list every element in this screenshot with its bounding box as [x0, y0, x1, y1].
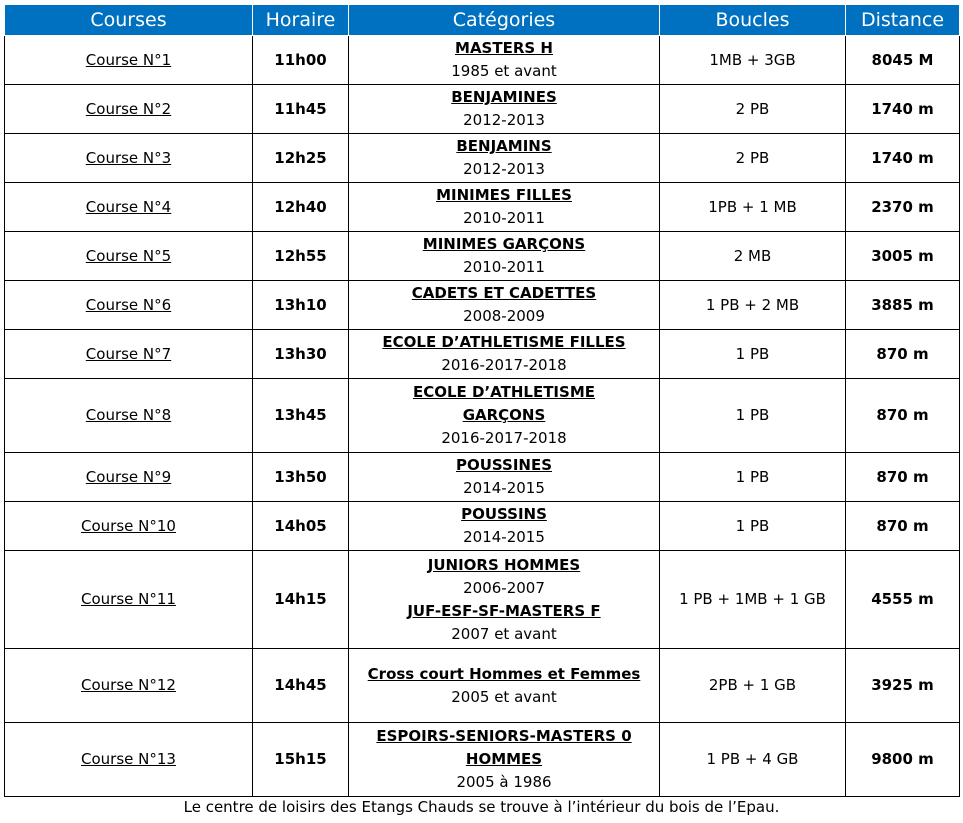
course-cell: Course N°2 — [5, 85, 253, 134]
category-name: MINIMES FILLES — [436, 186, 572, 204]
course-cell: Course N°1 — [5, 36, 253, 85]
table-row — [5, 502, 960, 551]
time-cell: 13h45 — [253, 379, 349, 453]
category-cell — [349, 379, 660, 453]
loops-cell: 1 PB + 4 GB — [660, 723, 846, 797]
category-years: 2005 à 1986 — [456, 773, 552, 791]
category-years: 2010-2011 — [463, 258, 545, 276]
loops-cell: 1 PB — [660, 330, 846, 379]
course-cell: Course N°11 — [5, 551, 253, 649]
category-years: 2016-2017-2018 — [441, 356, 567, 374]
time-cell: 13h10 — [253, 281, 349, 330]
category-cell — [349, 330, 660, 379]
table-row — [5, 379, 960, 453]
header-horaire: Horaire — [253, 5, 349, 36]
time-cell: 11h45 — [253, 85, 349, 134]
category-name: POUSSINS — [461, 505, 547, 523]
category-years: 2016-2017-2018 — [441, 429, 567, 447]
course-cell: Course N°6 — [5, 281, 253, 330]
category-years: 2005 et avant — [451, 687, 557, 706]
category-name: ESPOIRS-SENIORS-MASTERS 0 — [376, 727, 632, 745]
category-years: 2012-2013 — [463, 111, 545, 129]
table-row — [5, 551, 960, 649]
category-name: HOMMES — [465, 750, 543, 768]
distance-cell: 8045 M — [846, 36, 960, 85]
time-cell: 12h40 — [253, 183, 349, 232]
category-name: MASTERS H — [455, 39, 553, 57]
loops-cell: 1 PB — [660, 453, 846, 502]
category-years: 2008-2009 — [463, 307, 545, 325]
time-cell: 13h30 — [253, 330, 349, 379]
distance-cell: 870 m — [846, 330, 960, 379]
table-row — [5, 134, 960, 183]
time-cell: 13h50 — [253, 453, 349, 502]
course-cell: Course N°10 — [5, 502, 253, 551]
distance-cell: 9800 m — [846, 723, 960, 797]
table-row — [5, 85, 960, 134]
category-years: 2010-2011 — [463, 209, 545, 227]
category-cell — [349, 85, 660, 134]
category-name: GARÇONS — [462, 406, 546, 424]
loops-cell: 2PB + 1 GB — [660, 649, 846, 723]
category-name: JUNIORS HOMMES — [427, 555, 581, 574]
table-row — [5, 649, 960, 723]
table-row — [5, 723, 960, 797]
distance-cell: 870 m — [846, 379, 960, 453]
header-row — [5, 5, 960, 36]
loops-cell: 2 PB — [660, 134, 846, 183]
distance-cell: 2370 m — [846, 183, 960, 232]
header-boucles: Boucles — [660, 5, 846, 36]
loops-cell: 1 PB + 1MB + 1 GB — [660, 551, 846, 649]
time-cell: 14h15 — [253, 551, 349, 649]
course-cell: Course N°4 — [5, 183, 253, 232]
table-row — [5, 183, 960, 232]
distance-cell: 3925 m — [846, 649, 960, 723]
header-distance: Distance — [846, 5, 960, 36]
time-cell: 15h15 — [253, 723, 349, 797]
category-cell — [349, 502, 660, 551]
category-name: BENJAMINS — [456, 137, 552, 155]
category-cell — [349, 649, 660, 723]
distance-cell: 3885 m — [846, 281, 960, 330]
time-cell: 14h45 — [253, 649, 349, 723]
table-row — [5, 232, 960, 281]
loops-cell: 1 PB — [660, 502, 846, 551]
distance-cell: 870 m — [846, 502, 960, 551]
loops-cell: 2 PB — [660, 85, 846, 134]
schedule-table — [4, 4, 960, 797]
header-courses: Courses — [5, 5, 253, 36]
category-cell — [349, 232, 660, 281]
course-cell: Course N°8 — [5, 379, 253, 453]
loops-cell: 1MB + 3GB — [660, 36, 846, 85]
time-cell: 12h25 — [253, 134, 349, 183]
category-name: POUSSINES — [455, 456, 553, 474]
table-row — [5, 281, 960, 330]
loops-cell: 1 PB — [660, 379, 846, 453]
table-row — [5, 453, 960, 502]
distance-cell: 1740 m — [846, 134, 960, 183]
schedule-body — [5, 36, 960, 797]
category-name: CADETS ET CADETTES — [411, 284, 597, 302]
time-cell: 14h05 — [253, 502, 349, 551]
header-categories: Catégories — [349, 5, 660, 36]
category-name: BENJAMINES — [451, 88, 557, 106]
category-years: 1985 et avant — [451, 62, 557, 80]
course-cell: Course N°9 — [5, 453, 253, 502]
category-name: Cross court Hommes et Femmes — [367, 664, 641, 683]
course-cell: Course N°5 — [5, 232, 253, 281]
course-cell: Course N°3 — [5, 134, 253, 183]
table-row — [5, 330, 960, 379]
category-cell — [349, 723, 660, 797]
course-cell: Course N°13 — [5, 723, 253, 797]
loops-cell: 1 PB + 2 MB — [660, 281, 846, 330]
time-cell: 11h00 — [253, 36, 349, 85]
time-cell: 12h55 — [253, 232, 349, 281]
category-cell — [349, 551, 660, 649]
distance-cell: 4555 m — [846, 551, 960, 649]
category-name: JUF-ESF-SF-MASTERS F — [407, 601, 601, 620]
footer-note: Le centre de loisirs des Etangs Chauds se trouve à l’intérieur du bois de l’Epau. — [183, 798, 780, 816]
category-years: 2014-2015 — [463, 479, 545, 497]
loops-cell: 2 MB — [660, 232, 846, 281]
category-years: 2007 et avant — [451, 624, 557, 643]
course-cell: Course N°12 — [5, 649, 253, 723]
course-cell: Course N°7 — [5, 330, 253, 379]
category-cell — [349, 453, 660, 502]
category-cell — [349, 183, 660, 232]
category-cell — [349, 134, 660, 183]
category-cell — [349, 281, 660, 330]
table-row — [5, 36, 960, 85]
category-cell — [349, 36, 660, 85]
distance-cell: 3005 m — [846, 232, 960, 281]
category-name: ECOLE D’ATHLETISME — [412, 383, 595, 401]
loops-cell: 1PB + 1 MB — [660, 183, 846, 232]
category-years: 2014-2015 — [463, 528, 545, 546]
category-years: 2006-2007 — [463, 578, 545, 597]
category-years: 2012-2013 — [463, 160, 545, 178]
category-name: ECOLE D’ATHLETISME FILLES — [382, 333, 626, 351]
distance-cell: 870 m — [846, 453, 960, 502]
distance-cell: 1740 m — [846, 85, 960, 134]
category-name: MINIMES GARÇONS — [422, 235, 586, 253]
